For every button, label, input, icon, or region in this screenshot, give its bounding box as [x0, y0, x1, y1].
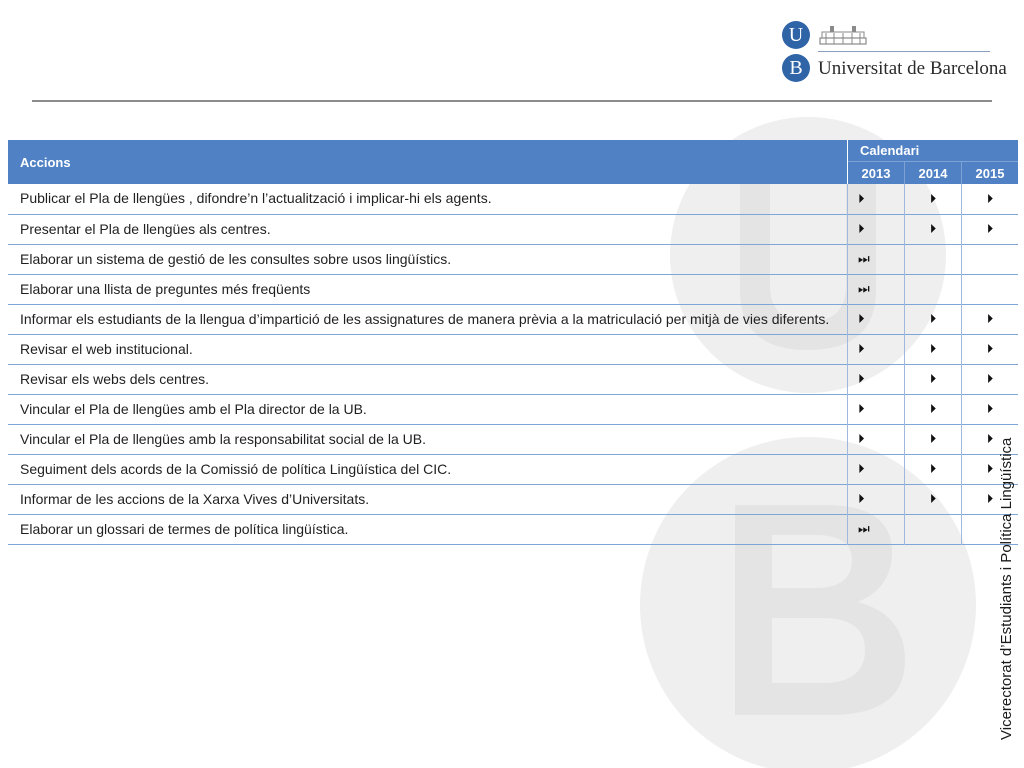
marker-2015: ⏵ — [962, 304, 1019, 334]
header-year-2014: 2014 — [905, 162, 962, 185]
table-row — [8, 334, 1018, 364]
marker-2015: ⏵ — [962, 364, 1019, 394]
marker-2013: ⏵ — [848, 364, 905, 394]
marker-2014 — [905, 514, 962, 544]
action-cell: Informar els estudiants de la llengua d’impartició de les assignatures de manera prèvia a la matriculació per mitjà de vies diferents. — [20, 310, 830, 327]
marker-2013: ⏵ — [848, 334, 905, 364]
marker-2014: ⏵ — [905, 364, 962, 394]
marker-2013: ⏵ — [848, 214, 905, 244]
table-row — [8, 514, 1018, 544]
marker-2013: ⏵ — [848, 454, 905, 484]
table-row — [8, 424, 1018, 454]
table-row — [8, 244, 1018, 274]
marker-2015: ⏵ — [962, 214, 1019, 244]
logo-b-badge: B — [782, 54, 810, 82]
action-cell: Elaborar un glossari de termes de política lingüística. — [20, 520, 349, 537]
table-row — [8, 454, 1018, 484]
table-row — [8, 274, 1018, 304]
marker-2014 — [905, 274, 962, 304]
action-cell: Revisar el web institucional. — [20, 340, 193, 357]
marker-2015: ⏵ — [962, 484, 1019, 514]
university-logo — [780, 18, 1007, 86]
header-year-2013: 2013 — [848, 162, 905, 185]
action-cell: Vincular el Pla de llengües amb el Pla director de la UB. — [20, 400, 367, 417]
action-cell: Elaborar un sistema de gestió de les consultes sobre usos lingüístics. — [20, 250, 452, 267]
marker-2015: ⏵ — [962, 394, 1019, 424]
marker-2014: ⏵ — [905, 484, 962, 514]
marker-2015 — [962, 274, 1019, 304]
table-row — [8, 394, 1018, 424]
action-cell: Seguiment dels acords de la Comissió de política Lingüística del CIC. — [20, 460, 452, 477]
marker-2014: ⏵ — [905, 304, 962, 334]
marker-2015: ⏵ — [962, 424, 1019, 454]
marker-2013: ⏵ — [848, 184, 905, 214]
actions-calendar-table — [8, 140, 1018, 545]
marker-2014: ⏵ — [905, 334, 962, 364]
marker-2013: ⏭ — [848, 514, 905, 544]
action-cell: Publicar el Pla de llengües , difondre’n l’actualització i implicar-hi els agents. — [20, 190, 492, 207]
building-icon — [818, 24, 868, 46]
action-cell: Vincular el Pla de llengües amb la responsabilitat social de la UB. — [20, 430, 426, 447]
marker-2015: ⏵ — [962, 184, 1019, 214]
action-cell: Revisar els webs dels centres. — [20, 370, 210, 387]
vicerectorat-label: Vicerectorat d’Estudiants i Política Lingüística — [998, 437, 1015, 740]
marker-2013: ⏭ — [848, 274, 905, 304]
marker-2014: ⏵ — [905, 184, 962, 214]
table-row — [8, 304, 1018, 334]
header-divider — [32, 100, 992, 102]
header-year-2015: 2015 — [962, 162, 1019, 185]
action-cell: Informar de les accions de la Xarxa Vives d’Universitats. — [20, 490, 370, 507]
marker-2014: ⏵ — [905, 424, 962, 454]
marker-2014 — [905, 244, 962, 274]
action-cell: Presentar el Pla de llengües als centres. — [20, 220, 271, 237]
action-cell: Elaborar una llista de preguntes més freqüents — [20, 280, 311, 297]
marker-2013: ⏵ — [848, 424, 905, 454]
marker-2014: ⏵ — [905, 454, 962, 484]
marker-2013: ⏵ — [848, 304, 905, 334]
marker-2015 — [962, 244, 1019, 274]
marker-2015: ⏵ — [962, 334, 1019, 364]
table-row — [8, 184, 1018, 214]
marker-2013: ⏵ — [848, 394, 905, 424]
table-row — [8, 484, 1018, 514]
logo-divider — [818, 51, 990, 52]
logo-u-badge: U — [782, 21, 810, 49]
header-accions: Accions — [8, 140, 848, 184]
marker-2014: ⏵ — [905, 394, 962, 424]
marker-2015: ⏵ — [962, 454, 1019, 484]
table-row — [8, 364, 1018, 394]
university-name: Universitat de Barcelona — [818, 58, 1007, 79]
header-calendari: Calendari — [848, 140, 1019, 162]
marker-2013: ⏵ — [848, 484, 905, 514]
table-row — [8, 214, 1018, 244]
marker-2013: ⏭ — [848, 244, 905, 274]
marker-2014: ⏵ — [905, 214, 962, 244]
